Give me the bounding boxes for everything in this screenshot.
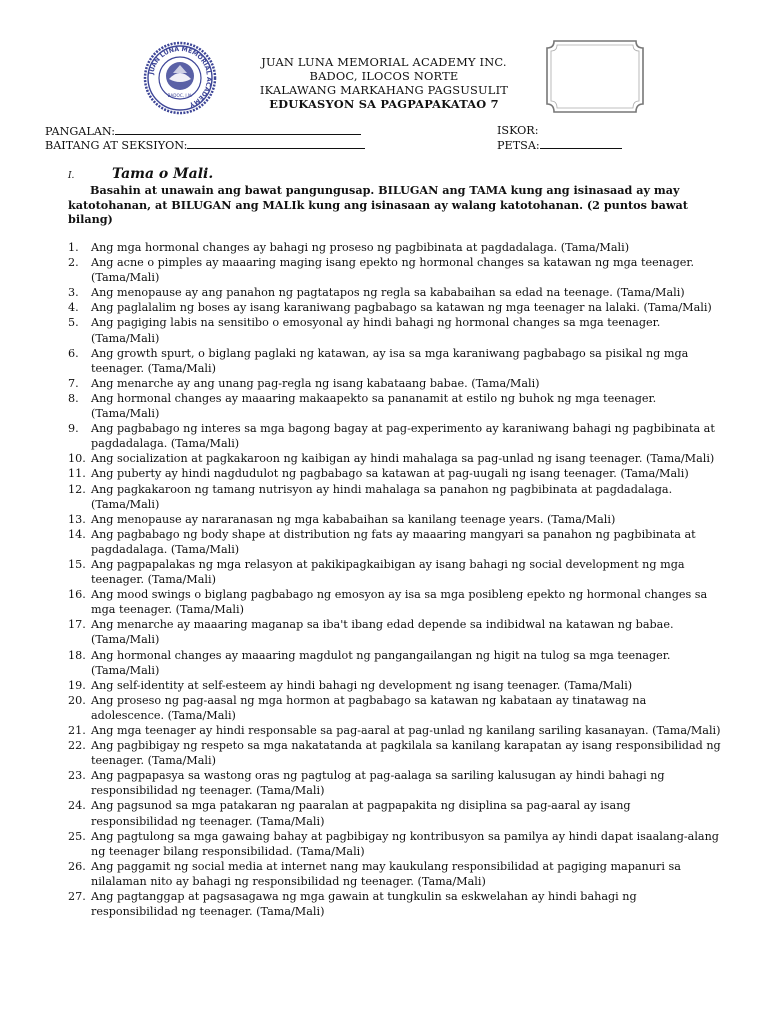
question-number: 4. — [68, 301, 79, 315]
question-item — [0, 678, 721, 693]
question-number: 21. — [68, 724, 86, 737]
question-text: Ang hormonal changes ay maaaring makaapekto sa pananamit at estilo ng buhok ng mga teenager. (Tama/Mali) — [91, 391, 657, 421]
question-number: 27. — [68, 890, 86, 904]
question-number: 16. — [68, 588, 86, 602]
section-line[interactable] — [187, 138, 365, 149]
question-item — [0, 617, 721, 647]
question-number: 5. — [68, 316, 79, 330]
question-item — [0, 859, 721, 889]
question-item — [0, 738, 721, 768]
question-number: 14. — [68, 527, 86, 541]
question-text: Ang pagpapasya sa wastong oras ng pagtulog at pag-aalaga sa sariling kalusugan ay hindi bahagi ng responsibilidad ng teenager. (Tama/Mali) — [91, 769, 665, 798]
question-number: 19. — [68, 678, 86, 692]
question-text: Ang pagpapalakas ng mga relasyon at pakikipagkaibigan ay isang bahagi ng social development ng mga teenager. (Tama/Mali) — [91, 557, 685, 587]
question-number: 3. — [68, 286, 79, 300]
question-number: 15. — [68, 557, 86, 571]
school-name: JUAN LUNA MEMORIAL ACADEMY INC. — [261, 55, 507, 69]
question-number: 11. — [68, 467, 86, 481]
question-item — [0, 315, 721, 345]
section-label: BAITANG AT SEKSIYON: — [45, 139, 188, 152]
question-item — [0, 587, 721, 617]
question-number: 23. — [68, 769, 86, 783]
date-field[interactable] — [497, 138, 622, 153]
question-item — [0, 889, 721, 919]
section-number: I. — [68, 171, 75, 181]
question-number: 12. — [68, 482, 86, 496]
question-text: Ang menopause ay ang panahon ng pagtatapos ng regla sa kababaihan sa edad na teenage. (Tama/Mali) — [91, 286, 685, 300]
seal-bottom-text: BADOC, I.N. — [167, 93, 193, 98]
exam-header — [250, 55, 518, 111]
photo-frame-decoration — [540, 38, 650, 116]
school-location: BADOC, ILOCOS NORTE — [309, 69, 459, 83]
question-item — [0, 512, 721, 527]
question-item — [0, 421, 721, 451]
question-text: Ang menopause ay nararanasan ng mga kababaihan sa kanilang teenage years. (Tama/Mali) — [91, 512, 616, 526]
question-item — [0, 376, 721, 391]
question-text: Ang pagiging labis na sensitibo o emosyonal ay hindi bahagi ng hormonal changes sa mga teenager. (Tama/Mali) — [91, 316, 661, 345]
question-number: 6. — [68, 346, 79, 360]
section-field[interactable] — [45, 138, 365, 153]
question-number: 7. — [68, 376, 79, 390]
question-list — [0, 240, 768, 919]
question-text: Ang hormonal changes ay maaaring magdulot ng pangangailangan ng higit na tulog sa mga teenager. (Tama/Mali) — [91, 648, 671, 677]
question-number: 10. — [68, 452, 86, 466]
school-seal-icon — [143, 41, 217, 115]
question-text: Ang mga hormonal changes ay bahagi ng proseso ng pagbibinata at pagdadalaga. (Tama/Mali) — [91, 241, 630, 254]
question-item — [0, 466, 721, 481]
subject-title: EDUKASYON SA PAGPAPAKATAO 7 — [269, 97, 499, 111]
score-field[interactable] — [497, 124, 539, 138]
question-item — [0, 723, 721, 738]
question-number: 18. — [68, 648, 86, 662]
question-item — [0, 240, 721, 255]
question-number: 20. — [68, 693, 86, 707]
question-number: 17. — [68, 618, 86, 632]
date-label: PETSA: — [497, 139, 540, 152]
date-line[interactable] — [540, 138, 622, 149]
question-item — [0, 798, 721, 828]
question-text: Ang pagbabago ng interes sa mga bagong bagay at pag-experimento ay karaniwang bahagi ng pagbibinata at pagdadalaga. (Tama/Mali) — [91, 422, 715, 451]
exam-title: IKALAWANG MARKAHANG PAGSUSULIT — [259, 83, 509, 97]
question-text: Ang self-identity at self-esteem ay hindi bahagi ng development ng isang teenager. (Tama/Mali) — [91, 678, 633, 692]
question-number: 24. — [68, 799, 86, 813]
question-number: 25. — [68, 829, 86, 843]
question-item — [0, 300, 721, 315]
question-item — [0, 693, 721, 723]
question-item — [0, 482, 721, 512]
name-label: PANGALAN: — [45, 125, 116, 138]
question-item — [0, 768, 721, 798]
question-text: Ang paggamit ng social media at internet nang may kaukulang responsibilidad at pagiging mapanuri sa nilalaman nito ay bahagi ng responsibilidad ng teenager. (Tama/Mali) — [91, 859, 681, 888]
seal-ring-text: JUAN LUNA MEMORIAL ACADEMY — [148, 45, 213, 109]
instructions: Basahin at unawain ang bawat pangungusap. BILUGAN ang TAMA kung ang isinasaad ay may katotohanan, at BILUGAN ang MALIk kung ang isinasaan ay walang katotohanan. (2 puntos bawat bilang) — [68, 183, 688, 226]
question-item — [0, 255, 721, 285]
question-item — [0, 829, 721, 859]
question-item — [0, 557, 721, 587]
question-item — [0, 346, 721, 376]
question-number: 8. — [68, 391, 79, 405]
name-field[interactable] — [45, 124, 361, 139]
question-item — [0, 391, 721, 421]
question-item — [0, 648, 721, 678]
question-number: 9. — [68, 422, 79, 436]
question-text: Ang mga teenager ay hindi responsable sa pag-aaral at pag-unlad ng kanilang sariling kasanayan. (Tama/Mali) — [91, 724, 721, 737]
question-text: Ang pagbabago ng body shape at distribution ng fats ay maaaring mangyari sa panahon ng pagbibinata at pagdadalaga. (Tama/Mali) — [91, 527, 696, 556]
question-text: Ang menarche ay maaaring maganap sa iba't ibang edad depende sa indibidwal na katawan ng babae. (Tama/Mali) — [91, 618, 674, 647]
question-text: Ang menarche ay ang unang pag-regla ng isang kabataang babae. (Tama/Mali) — [91, 376, 540, 390]
section-title: Tama o Mali. — [112, 166, 214, 182]
name-line[interactable] — [115, 124, 361, 135]
question-item — [0, 285, 721, 300]
question-number: 26. — [68, 859, 86, 873]
question-text: Ang acne o pimples ay maaaring maging isang epekto ng hormonal changes sa katawan ng mga teenager. (Tama/Mali) — [91, 256, 695, 285]
question-item — [0, 451, 721, 466]
score-label: ISKOR: — [497, 124, 539, 137]
question-text: Ang mood swings o biglang pagbabago ng emosyon ay isa sa mga posibleng epekto ng hormonal changes sa mga teenager. (Tama/Mali) — [91, 588, 708, 617]
question-text: Ang pagbibigay ng respeto sa mga nakatatanda at pagkilala sa kanilang karapatan ay isang responsibilidad ng teenager. (Tama/Mali) — [91, 739, 721, 768]
question-text: Ang pagkakaroon ng tamang nutrisyon ay hindi mahalaga sa panahon ng pagbibinata at pagdadalaga. (Tama/Mali) — [91, 482, 673, 511]
question-number: 13. — [68, 512, 86, 526]
question-text: Ang pagsunod sa mga patakaran ng paaralan at pagpapakita ng disiplina sa pag-aaral ay isang responsibilidad ng teenager. (Tama/Mali) — [91, 799, 631, 828]
question-text: Ang proseso ng pag-aasal ng mga hormon at pagbabago sa katawan ng kabataan ay tinatawag na adolescence. (Tama/Mali) — [91, 693, 647, 722]
question-text: Ang pagtulong sa mga gawaing bahay at pagbibigay ng kontribusyon sa pamilya ay hindi dapat isaalang-alang ng teenager bilang responsibilidad. (Tama/Mali) — [91, 829, 719, 858]
question-text: Ang socialization at pagkakaroon ng kaibigan ay hindi mahalaga sa pag-unlad ng isang teenager. (Tama/Mali) — [91, 452, 715, 466]
section-heading — [68, 166, 213, 184]
question-number: 2. — [68, 256, 79, 270]
question-text: Ang puberty ay hindi nagdudulot ng pagbabago sa katawan at pag-uugali ng isang teenager. (Tama/Mali) — [91, 467, 689, 481]
question-number: 22. — [68, 739, 86, 753]
question-text: Ang growth spurt, o biglang paglaki ng katawan, ay isa sa mga karaniwang pagbabago sa pisikal ng mga teenager. (Tama/Mali) — [91, 346, 689, 375]
question-number: 1. — [68, 241, 79, 254]
question-text: Ang pagtanggap at pagsasagawa ng mga gawain at tungkulin sa eskwelahan ay hindi bahagi ng responsibilidad ng teenager. (Tama/Mali) — [91, 890, 637, 919]
question-text: Ang paglalalim ng boses ay isang karaniwang pagbabago sa katawan ng mga teenager na lalaki. (Tama/Mali) — [91, 301, 712, 315]
question-item — [0, 527, 721, 557]
